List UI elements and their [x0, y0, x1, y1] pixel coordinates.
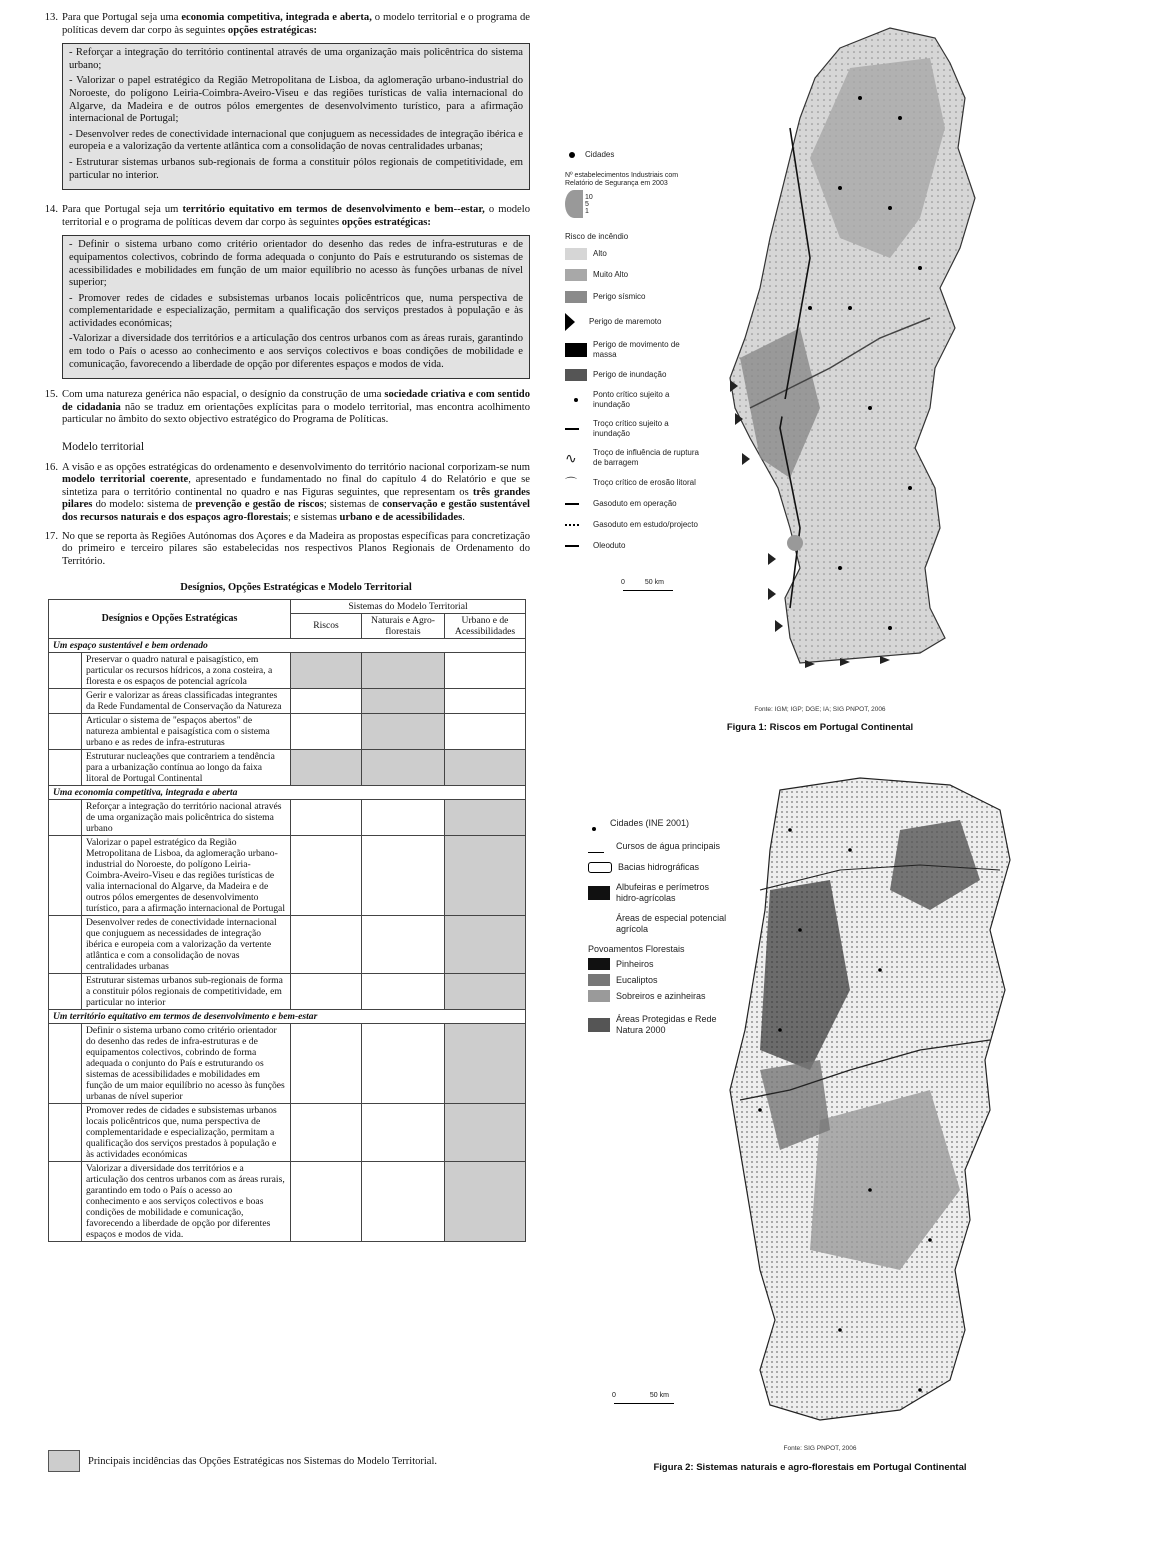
- system-cell: [291, 1103, 362, 1161]
- dot-icon: [565, 394, 587, 406]
- legend-inundacao: Perigo de inundação: [565, 369, 705, 381]
- table-header-naturais: Naturais e Agro-florestais: [362, 613, 445, 638]
- option-cell: Gerir e valorizar as áreas classificadas integrantes da Rede Fundamental de Conservação da Natureza: [82, 688, 291, 713]
- figure2-source: Fonte: SIG PNPOT, 2006: [783, 1445, 857, 1452]
- table-row: [49, 713, 526, 749]
- system-cell: [362, 652, 445, 688]
- legend-especial: Áreas de especial potencial agrícola: [616, 913, 727, 934]
- row-gutter: [49, 1023, 82, 1103]
- swatch-icon: [588, 990, 610, 1002]
- row-gutter: [49, 835, 82, 915]
- row-gutter: [49, 973, 82, 1009]
- system-cell: [445, 652, 526, 688]
- row-gutter: [49, 688, 82, 713]
- paragraph-13: [30, 12, 530, 37]
- line-icon: [565, 540, 587, 552]
- table-body: [49, 638, 526, 1241]
- option-cell: Definir o sistema urbano como critério orientador do desenho das redes de infra-estruturas e de equipamentos colectivos, cobrindo de forma adequada o conjunto do País e estruturando os sistemas de acessibilidades e mobilidades em função de um maior equilíbrio no acesso às funções urbanas de nível superior: [82, 1023, 291, 1103]
- bold-text: conservação e gestão sustentável dos recursos naturais e dos espaços agro-florestais: [62, 499, 530, 523]
- legend-erosao: ⌒ Troço crítico de erosão litoral: [565, 476, 696, 490]
- table-row: [49, 799, 526, 835]
- table-header-riscos: Riscos: [291, 613, 362, 638]
- table-legend-text: Principais incidências das Opções Estratégicas nos Sistemas do Modelo Territorial.: [88, 1455, 437, 1467]
- options-box-14: [62, 235, 530, 379]
- paragraph-text: No que se reporta às Regiões Autónomas dos Açores e da Madeira as propostas específicas para concretização do primeiro e terceiro pilares são estabelecidas nos respectivos Planos Regionais de Ordenamento do Território.: [62, 530, 530, 567]
- row-gutter: [49, 1161, 82, 1241]
- swatch-icon: [565, 291, 587, 303]
- system-cell: [291, 652, 362, 688]
- system-cell: [445, 688, 526, 713]
- basin-icon: [588, 862, 612, 873]
- scale-bar: 0 50 km: [621, 579, 664, 586]
- left-column: [30, 12, 530, 1242]
- paragraph-text: não se traduz em orientações explícitas para o modelo territorial, mas encontra acolhimento particular no âmbito do sexto objectivo estratégico do Programa de Políticas.: [62, 401, 530, 426]
- legend-muito-alto: Muito Alto: [565, 269, 705, 281]
- row-gutter: [49, 1103, 82, 1161]
- table-row: [49, 835, 526, 915]
- line-icon: [565, 498, 587, 510]
- legend-protegidas: Áreas Protegidas e Rede Natura 2000: [588, 1014, 728, 1036]
- paragraph-number: 17.: [44, 530, 58, 542]
- legend-ponto-critico: Ponto crítico sujeito a inundação: [565, 390, 705, 410]
- row-gutter: [49, 915, 82, 973]
- bold-text: território equitativo em termos de desenvolvimento e bem--estar,: [182, 204, 485, 216]
- paragraph-text: Para que Portugal seja um: [62, 204, 183, 216]
- option-cell: Preservar o quadro natural e paisagístico, em particular os recursos hídricos, a zona costeira, a floresta e os espaços de potencial agrícola: [82, 652, 291, 688]
- legend-risco-title: Risco de incêndio: [565, 232, 629, 241]
- system-cell: [445, 835, 526, 915]
- wave-icon: ∿: [565, 450, 577, 466]
- industrial-cluster-sines: [787, 535, 803, 551]
- table-header-main: Desígnios e Opções Estratégicas: [49, 599, 291, 638]
- bold-text: opções estratégicas:: [227, 24, 318, 36]
- system-cell: [362, 749, 445, 785]
- legend-sismico: Perigo sísmico: [565, 291, 705, 303]
- paragraph-text: A visão e as opções estratégicas do ordenamento e desenvolvimento do território nacional corporizam-se num: [62, 461, 530, 473]
- table-row: [49, 973, 526, 1009]
- dot-icon: [592, 827, 596, 831]
- paragraph-17: [30, 531, 530, 569]
- paragraph-text: Para que Portugal seja uma: [62, 12, 182, 23]
- figure1-caption: Figura 1: Riscos em Portugal Continental: [726, 722, 914, 733]
- legend-estab-title: Nº estabelecimentos Industriais com Relatório de Segurança em 2003: [565, 172, 679, 187]
- system-cell: [291, 835, 362, 915]
- line-icon: [588, 841, 610, 853]
- option-item: - Promover redes de cidades e subsistemas urbanos locais policêntricos que, numa perspectiva de complementaridade e especialização, permitam a qualificação dos serviços prestados à população e às actividades económicas;: [69, 292, 523, 329]
- option-cell: Promover redes de cidades e subsistemas urbanos locais policêntricos que, numa perspectiva de complementaridade e especialização, permitam a qualificação dos serviços prestados à população e às actividades económicas: [82, 1103, 291, 1161]
- legend-alto: Alto: [565, 248, 705, 260]
- legend-albufeiras: Albufeiras e perímetros hidro-agrícolas: [588, 882, 728, 904]
- figure2-scale-bar: 0 50 km: [612, 1392, 669, 1399]
- table-row: [49, 688, 526, 713]
- industrial-cluster-lisbon: [776, 399, 794, 417]
- option-item: -Valorizar a diversidade dos territórios e a articulação dos centros urbanos com as áreas rurais, garantindo em todo o País o acesso ao conhecimento e aos serviços colectivos e boas condições de mobilidade e comunicação, favorecendo a liberdade de opção por diferentes espaços e modos de vida.: [69, 333, 523, 370]
- system-cell: [445, 1023, 526, 1103]
- triangle-icon: [565, 313, 575, 331]
- paragraph-number: 13.: [44, 12, 58, 23]
- option-item: - Desenvolver redes de conectividade internacional que conjuguem as necessidades de integração ibérica e europeia e a valorização da vertente atlântica com a consolidação de novas centralidades urbanas;: [69, 128, 523, 153]
- bold-text: urbano e de acessibilidades: [339, 512, 463, 523]
- table-group-row: [49, 1009, 526, 1023]
- portugal-risk-map: [690, 8, 990, 698]
- option-cell: Desenvolver redes de conectividade internacional que conjuguem as necessidades de integração ibérica e europeia com a valorização da vertente atlântica e com a consolidação de novas centralidades urbanas: [82, 915, 291, 973]
- option-item: - Estruturar sistemas urbanos sub-regionais de forma a constituir pólos regionais de competitividade, em particular no interior.: [69, 156, 523, 181]
- paragraph-text: do modelo: sistema de: [92, 499, 196, 511]
- table-header-urbano: Urbano e de Acessibilidades: [445, 613, 526, 638]
- system-cell: [291, 749, 362, 785]
- paragraph-text: ; sistemas de: [323, 499, 383, 511]
- option-item: - Valorizar o papel estratégico da Região Metropolitana de Lisboa, da aglomeração urbano-industrial do Noroeste, do polígono Leiria-Coimbra-Aveiro-Viseu e das regiões turísticas de valia internacional do Algarve, da Madeira e de outros pólos emergentes de desenvolvimento turístico, para a afirmação internacional de Portugal;: [69, 75, 523, 125]
- line-icon: [565, 423, 587, 435]
- dot-icon: [569, 152, 575, 158]
- paragraph-text: o modelo territorial e o programa de políticas devem dar corpo às seguintes: [62, 204, 530, 228]
- portugal-natural-systems-map: [700, 770, 1030, 1430]
- option-cell: Valorizar a diversidade dos territórios e a articulação dos centros urbanos com as áreas rurais, garantindo em todo o País o acesso ao conhecimento e aos serviços colectivos e boas condições de mobilidade e comunicação, favorecendo a liberdade de opção por diferentes espaços e modos de vida.: [82, 1161, 291, 1241]
- strategy-table: [48, 599, 526, 1242]
- system-cell: [291, 688, 362, 713]
- figure1-legend: [565, 150, 705, 591]
- option-cell: Valorizar o papel estratégico da Região Metropolitana de Lisboa, da aglomeração urbano-industrial do Noroeste, do polígono Leiria-Coimbra-Aveiro-Viseu e das regiões turísticas de valia internacional do Algarve, da Madeira e de outros pólos emergentes de desenvolvimento turístico, para a afirmação internacional de Portugal: [82, 835, 291, 915]
- shade-swatch: [48, 1450, 80, 1472]
- bold-text: economia competitiva, integrada e aberta,: [181, 12, 372, 23]
- table-row: [49, 749, 526, 785]
- system-cell: [291, 973, 362, 1009]
- table-row: [49, 652, 526, 688]
- legend-sobreiros: Sobreiros e azinheiras: [588, 990, 728, 1002]
- system-cell: [291, 799, 362, 835]
- table-row: [49, 1023, 526, 1103]
- legend-gasoduto-op: Gasoduto em operação: [565, 498, 705, 510]
- paragraph-number: 16.: [44, 461, 58, 473]
- row-gutter: [49, 713, 82, 749]
- bold-text: prevenção e gestão de riscos: [195, 499, 324, 511]
- legend-cursos: Cursos de água principais: [588, 841, 728, 853]
- paragraph-text: ; e sistemas: [288, 512, 340, 523]
- half-circle-icon: [565, 190, 583, 218]
- figure1-source: Fonte: IGM; IGP; DGE; IA; SIG PNPOT, 2006: [754, 706, 886, 713]
- row-gutter: [49, 799, 82, 835]
- paragraph-text: Com uma natureza genérica não espacial, o desígnio da construção de uma: [62, 389, 385, 401]
- swatch-icon: [565, 248, 587, 260]
- system-cell: [291, 1161, 362, 1241]
- system-cell: [445, 915, 526, 973]
- table-group-row: [49, 638, 526, 652]
- paragraph-number: 15.: [44, 389, 58, 401]
- options-box-13: [62, 43, 530, 190]
- legend-pinheiros: Pinheiros: [588, 958, 728, 970]
- table-group-row: [49, 785, 526, 799]
- bold-text: opções estratégicas:: [341, 216, 431, 228]
- row-gutter: [49, 652, 82, 688]
- system-cell: [445, 749, 526, 785]
- swatch-icon: [588, 974, 610, 986]
- figure2-legend: [588, 818, 728, 1045]
- reservoir-icon: [588, 886, 610, 900]
- paragraph-text: , apresentado e fundamentado no final do capítulo 4 do Relatório e que se sintetiza para o território continental no quadro e nas Figuras seguintes, que representam os: [62, 474, 530, 498]
- system-cell: [445, 1103, 526, 1161]
- legend-barragem: ∿ Troço de influência de ruptura de barragem: [565, 448, 699, 467]
- row-gutter: [49, 749, 82, 785]
- swatch-icon: [565, 369, 587, 381]
- legend-massa: Perigo de movimento de massa: [565, 340, 705, 360]
- legend-eucaliptos: Eucaliptos: [588, 974, 728, 986]
- scale-line: [623, 590, 673, 591]
- paragraph-15: [30, 389, 530, 427]
- bold-text: três grandes pilares: [62, 486, 531, 511]
- swatch-icon: [588, 1018, 610, 1032]
- table-legend: [48, 1450, 437, 1472]
- paragraph-number: 14.: [44, 204, 58, 216]
- option-item: - Reforçar a integração do território continental através de uma organização mais policêntrica do sistema urbano;: [69, 47, 523, 71]
- figure2-scale-line: [614, 1403, 674, 1404]
- system-cell: [362, 835, 445, 915]
- system-cell: [291, 915, 362, 973]
- legend-cidades: Cidades: [565, 150, 705, 160]
- legend-gasoduto-est: Gasoduto em estudo/projecto: [565, 519, 705, 531]
- legend-maremoto: Perigo de maremoto: [565, 313, 705, 331]
- system-cell: [362, 1103, 445, 1161]
- group-title: Uma economia competitiva, integrada e aberta: [49, 785, 526, 799]
- group-title: Um espaço sustentável e bem ordenado: [49, 638, 526, 652]
- option-item: - Definir o sistema urbano como critério orientador do desenho das redes de infra-estruturas e de equipamentos colectivos, cobrindo de forma adequada o conjunto do País e estruturando os sistemas de acessibilidades e mobilidades em função de um maior equilíbrio no acesso às funções urbanas de nível superior;: [69, 239, 523, 289]
- section-title: Modelo territorial: [62, 441, 145, 454]
- table-row: [49, 915, 526, 973]
- legend-oleoduto: Oleoduto: [565, 540, 705, 552]
- system-cell: [445, 799, 526, 835]
- option-cell: Articular o sistema de "espaços abertos" de natureza ambiental e paisagística com o sistema urbano e as redes de infra-estruturas: [82, 713, 291, 749]
- dotted-line-icon: [565, 519, 587, 531]
- option-cell: Reforçar a integração do território nacional através de uma organização mais policêntrica do sistema urbano: [82, 799, 291, 835]
- option-cell: Estruturar nucleações que contrariem a tendência para a urbanização contínua ao longo da faixa litoral de Portugal Continental: [82, 749, 291, 785]
- system-cell: [291, 713, 362, 749]
- option-cell: Estruturar sistemas urbanos sub-regionais de forma a constituir pólos regionais de competitividade, em particular no interior: [82, 973, 291, 1009]
- system-cell: [362, 915, 445, 973]
- system-cell: [362, 713, 445, 749]
- group-title: Um território equitativo em termos de desenvolvimento e bem-estar: [49, 1009, 526, 1023]
- bold-text: modelo territorial coerente: [62, 474, 189, 486]
- table-header-group: Sistemas do Modelo Territorial: [291, 599, 526, 613]
- swatch-icon: [588, 958, 610, 970]
- legend-estab-scale: 10 5 1: [565, 190, 705, 218]
- legend-troco-critico: Troço crítico sujeito a inundação: [565, 419, 705, 439]
- arc-icon: ⌒: [565, 476, 578, 490]
- system-cell: [445, 713, 526, 749]
- system-cell: [291, 1023, 362, 1103]
- legend-povoamentos-title: Povoamentos Florestais: [588, 944, 685, 954]
- system-cell: [362, 973, 445, 1009]
- paragraph-text: .: [462, 512, 465, 523]
- system-cell: [445, 1161, 526, 1241]
- system-cell: [362, 799, 445, 835]
- legend-cidades: Cidades (INE 2001): [588, 818, 728, 831]
- system-cell: [445, 973, 526, 1009]
- paragraph-16: [30, 462, 530, 525]
- paragraph-14: [30, 204, 530, 229]
- figure2-caption: Figura 2: Sistemas naturais e agro-florestais em Portugal Continental: [653, 1462, 967, 1473]
- swatch-icon: [565, 343, 587, 357]
- system-cell: [362, 688, 445, 713]
- system-cell: [362, 1023, 445, 1103]
- table-row: [49, 1103, 526, 1161]
- table-row: [49, 1161, 526, 1241]
- paragraph-text: o modelo territorial e o programa de políticas devem dar corpo às seguintes: [62, 12, 530, 36]
- table-title: Desígnios, Opções Estratégicas e Modelo Territorial: [180, 582, 412, 594]
- legend-bacias: Bacias hidrográficas: [588, 862, 728, 873]
- system-cell: [362, 1161, 445, 1241]
- swatch-icon: [565, 269, 587, 281]
- bold-text: sociedade criativa e com sentido de cidadania: [62, 389, 530, 413]
